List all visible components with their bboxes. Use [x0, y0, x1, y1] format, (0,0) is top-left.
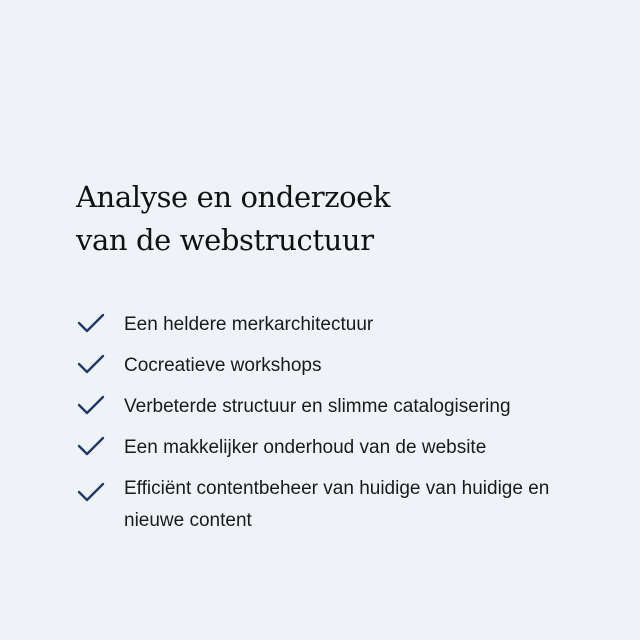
checkmark-icon [76, 393, 106, 417]
list-item-text: Cocreatieve workshops [124, 355, 322, 376]
list-item [76, 350, 616, 382]
list-item-text: Verbeterde structuur en slimme catalogisering [124, 396, 511, 417]
page-title-line-1: Analyse en onderzoek [76, 180, 391, 214]
content-block [76, 176, 616, 531]
checkmark-icon [76, 311, 106, 335]
checkmark-icon [76, 480, 106, 504]
checkmark-icon [76, 434, 106, 458]
page-title [76, 176, 616, 262]
benefits-list [76, 309, 616, 546]
list-item-text: Efficiënt contentbeheer van huidige van huidige en nieuwe content [124, 478, 550, 531]
checkmark-icon [76, 352, 106, 376]
list-item [76, 473, 616, 537]
list-item [76, 432, 616, 464]
page-title-line-2: van de webstructuur [76, 223, 374, 257]
list-item [76, 309, 616, 341]
list-item [76, 391, 616, 423]
list-item-text: Een heldere merkarchitectuur [124, 314, 374, 335]
list-item-text: Een makkelijker onderhoud van de website [124, 437, 487, 458]
